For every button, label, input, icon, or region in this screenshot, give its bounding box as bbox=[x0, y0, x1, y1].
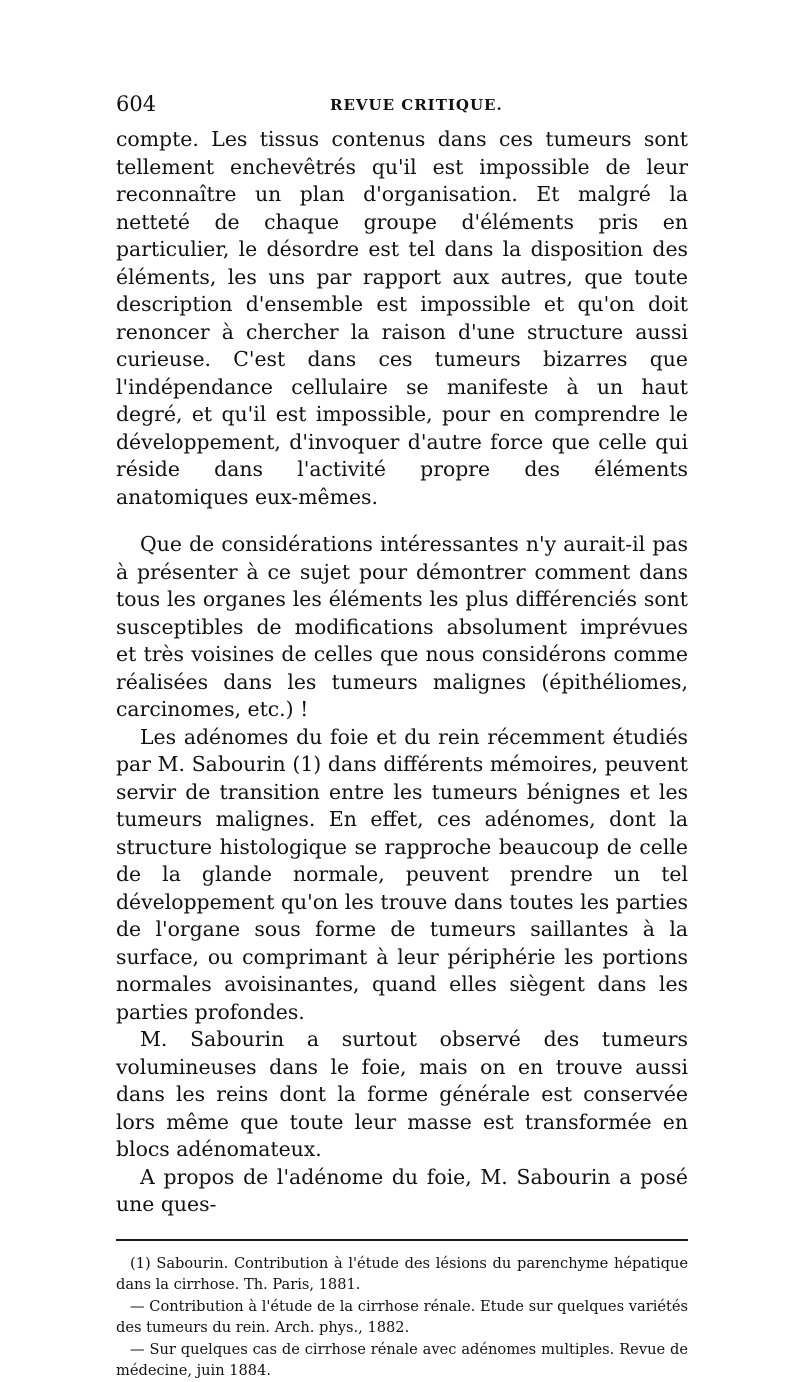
paragraph-2: Que de considérations intéressantes n'y aurait-il pas à présenter à ce sujet pour démontrer comment dans tous les organes les éléments les plus différenciés sont susceptibles de modifications absolument imprévues et très voisines de celles que nous considérons comme réalisées dans les tumeurs malignes (épithéliomes, carcinomes, etc.) ! bbox=[116, 532, 688, 721]
paragraph-1: compte. Les tissus contenus dans ces tumeurs sont tellement enchevêtrés qu'il est impossible de leur reconnaître un plan d'organisation. Et malgré la netteté de chaque groupe d'éléments pris en particulier, le désordre est tel dans la disposition des éléments, les uns par rapport aux autres, que toute description d'ensemble est impossible et qu'on doit renoncer à chercher la raison d'une structure aussi curieuse. C'est dans ces tumeurs bizarres que l'indépendance cellulaire se manifeste à un haut degré, et qu'il est impossible, pour en comprendre le développement, d'invoquer d'autre force que celle qui réside dans l'activité propre des éléments anatomiques eux-mêmes. bbox=[116, 127, 688, 509]
paragraph-4: M. Sabourin a surtout observé des tumeurs volumineuses dans le foie, mais on en trouve aussi dans les reins dont la forme générale est conservée lors même que toute leur masse est transformée en blocs adénomateux. bbox=[116, 1027, 688, 1161]
journal-title: REVUE CRITIQUE. bbox=[330, 96, 503, 114]
page-number: 604 bbox=[116, 92, 157, 116]
paragraph-3: Les adénomes du foie et du rein récemment étudiés par M. Sabourin (1) dans différents mémoires, peuvent servir de transition entre les tumeurs bénignes et les tumeurs malignes. En effet, ces adénomes, dont la structure histologique se rapproche beaucoup de celle de la glande normale, peuvent prendre un tel développement qu'on les trouve dans toutes les parties de l'organe sous forme de tumeurs saillantes à la surface, ou comprimant à leur périphérie les portions normales avoisinantes, quand elles siègent dans les parties profondes. bbox=[116, 724, 688, 1024]
footnote-1: (1) Sabourin. Contribution à l'étude des lésions du parenchyme hépatique dans la cirrhose. Th. Paris, 1881. bbox=[116, 1254, 688, 1293]
paragraph-5: A propos de l'adénome du foie, M. Sabourin a posé une ques- bbox=[116, 1164, 688, 1216]
page bbox=[116, 92, 688, 1382]
footnote-2: — Contribution à l'étude de la cirrhose rénale. Etude sur quelques variétés des tumeurs du rein. Arch. phys., 1882. bbox=[116, 1297, 688, 1336]
body-text bbox=[116, 126, 688, 1219]
running-head bbox=[116, 92, 688, 126]
footnotes bbox=[116, 1253, 688, 1382]
footnote-3: — Sur quelques cas de cirrhose rénale avec adénomes multiples. Revue de médecine, juin 1884. bbox=[116, 1340, 688, 1379]
footnote-divider bbox=[116, 1239, 688, 1241]
